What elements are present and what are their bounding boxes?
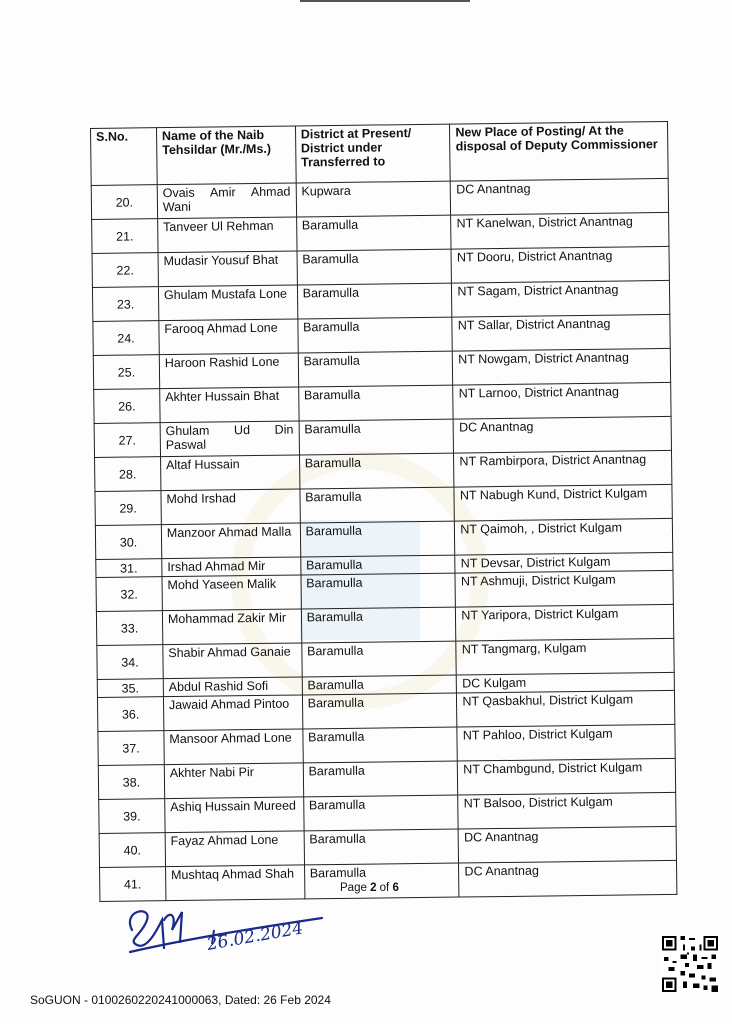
cell-posting: NT Tangmarg, Kulgam — [456, 638, 674, 675]
cell-posting: NT Dooru, District Anantnag — [451, 246, 669, 283]
cell-posting: DC Anantnag — [459, 860, 677, 897]
cell-district: Baramulla — [298, 317, 453, 353]
cell-name: Manzoor Ahmad Malla — [161, 523, 300, 559]
cell-sno: 28. — [95, 457, 161, 492]
cell-sno: 29. — [95, 491, 161, 526]
cell-sno: 35. — [97, 679, 163, 698]
cell-sno: 23. — [92, 287, 158, 322]
cell-name: Jawaid Ahmad Pintoo — [163, 695, 302, 731]
cell-name: Abdul Rashid Sofi — [163, 677, 302, 697]
cell-district: Baramulla — [296, 215, 451, 251]
cell-name: Mohammad Zakir Mir — [162, 609, 301, 645]
cell-district: Baramulla — [304, 829, 459, 865]
cell-name: Mohd Yaseen Malik — [162, 575, 301, 611]
cell-name: Altaf Hussain — [160, 455, 299, 491]
cell-district: Baramulla — [301, 573, 456, 609]
cell-posting: NT Qaimoh, , District Kulgam — [455, 518, 673, 555]
cell-district: Baramulla — [302, 675, 457, 695]
cell-name: Akhter Hussain Bhat — [160, 387, 299, 423]
cell-posting: NT Chambgund, District Kulgam — [458, 758, 676, 795]
header-district: District at Present/ District under Transferred to — [295, 124, 450, 183]
cell-name: Mansoor Ahmad Lone — [164, 729, 303, 765]
cell-district: Baramulla — [300, 487, 455, 523]
cell-name: Ghulam Mustafa Lone — [158, 285, 297, 321]
cell-district: Baramulla — [302, 693, 457, 729]
cell-sno: 30. — [95, 525, 161, 560]
cell-sno: 26. — [94, 389, 160, 424]
cell-posting: NT Nabugh Kund, District Kulgam — [454, 484, 672, 521]
cell-sno: 41. — [100, 867, 166, 902]
header-posting: New Place of Posting/ At the disposal of Deputy Commissioner — [450, 121, 668, 181]
cell-name: Mudasir Yousuf Bhat — [158, 251, 297, 287]
cell-sno: 40. — [99, 833, 165, 868]
cell-sno: 24. — [93, 321, 159, 356]
cell-sno: 37. — [98, 731, 164, 766]
cell-name: Mohd Irshad — [161, 489, 300, 525]
cell-sno: 34. — [97, 645, 163, 680]
cell-district: Baramulla — [301, 641, 456, 677]
cell-name: Tanveer Ul Rehman — [158, 217, 297, 253]
cell-name: Shabir Ahmad Ganaie — [163, 643, 302, 679]
cell-posting: NT Larnoo, District Anantnag — [453, 382, 671, 419]
cell-posting: DC Anantnag — [458, 826, 676, 863]
cell-posting: DC Kulgam — [457, 672, 675, 693]
page-number: Page 2 of 6 — [340, 882, 399, 894]
cell-district: Baramulla — [300, 555, 455, 575]
cell-name: Mushtaq Ahmad Shah — [165, 865, 304, 901]
cell-sno: 36. — [97, 697, 163, 732]
cell-name: Haroon Rashid Lone — [159, 353, 298, 389]
cell-posting: NT Qasbakhul, District Kulgam — [457, 690, 675, 727]
cell-district: Baramulla — [299, 419, 454, 455]
handwritten-signature — [122, 900, 332, 970]
cell-district: Baramulla — [298, 351, 453, 387]
footer-reference: SoGUON - 0100260220241000063, Dated: 26 Feb 2024 — [30, 993, 331, 1007]
cell-district: Baramulla — [300, 521, 455, 557]
cell-posting: NT Yaripora, District Kulgam — [456, 604, 674, 641]
cell-district: Baramulla — [297, 249, 452, 285]
cell-district: Baramulla — [299, 453, 454, 489]
cell-posting: NT Balsoo, District Kulgam — [458, 792, 676, 829]
cell-posting: NT Pahloo, District Kulgam — [457, 724, 675, 761]
cell-posting: NT Sallar, District Anantnag — [452, 314, 670, 351]
cell-sno: 21. — [92, 219, 158, 254]
cell-sno: 38. — [98, 765, 164, 800]
cell-posting: NT Sagam, District Anantnag — [452, 280, 670, 317]
cell-sno: 31. — [96, 559, 162, 578]
cell-sno: 25. — [93, 355, 159, 390]
cell-name: Irshad Ahmad Mir — [162, 557, 301, 577]
top-edge-mark — [300, 0, 470, 6]
cell-district: Baramulla — [303, 761, 458, 797]
cell-district: Baramulla — [298, 385, 453, 421]
cell-posting: DC Anantnag — [453, 416, 671, 453]
cell-sno: 27. — [94, 423, 160, 458]
cell-sno: 22. — [92, 253, 158, 288]
cell-posting: DC Anantnag — [451, 178, 669, 215]
cell-sno: 32. — [96, 577, 162, 612]
cell-sno: 20. — [91, 185, 157, 220]
cell-posting: NT Ashmuji, District Kulgam — [455, 570, 673, 607]
table-header-row — [91, 121, 669, 185]
svg-text:26.02.2024: 26.02.2024 — [205, 918, 305, 955]
header-name: Name of the Naib Tehsildar (Mr./Ms.) — [156, 126, 295, 185]
cell-name: Ghulam Ud Din Paswal — [160, 421, 299, 457]
cell-district: Baramulla — [301, 607, 456, 643]
cell-posting: NT Devsar, District Kulgam — [455, 552, 673, 573]
cell-sno: 39. — [99, 799, 165, 834]
cell-district: Baramulla — [303, 795, 458, 831]
cell-posting: NT Nowgam, District Anantnag — [453, 348, 671, 385]
cell-district: Baramulla — [297, 283, 452, 319]
cell-name: Akhter Nabi Pir — [164, 763, 303, 799]
cell-district: Baramulla — [304, 863, 459, 899]
header-sno: S.No. — [91, 128, 158, 186]
cell-name: Farooq Ahmad Lone — [159, 319, 298, 355]
table-body — [91, 178, 677, 901]
cell-posting: NT Rambirpora, District Anantnag — [454, 450, 672, 487]
qr-code-icon — [660, 934, 720, 994]
transfer-table — [90, 121, 677, 902]
cell-sno: 33. — [96, 611, 162, 646]
cell-name: Ovais Amir Ahmad Wani — [157, 183, 296, 219]
table-row — [100, 860, 677, 901]
cell-district: Baramulla — [303, 727, 458, 763]
cell-name: Ashiq Hussain Mureed — [165, 797, 304, 833]
cell-name: Fayaz Ahmad Lone — [165, 831, 304, 867]
cell-posting: NT Kanelwan, District Anantnag — [451, 212, 669, 249]
cell-district: Kupwara — [296, 181, 451, 217]
